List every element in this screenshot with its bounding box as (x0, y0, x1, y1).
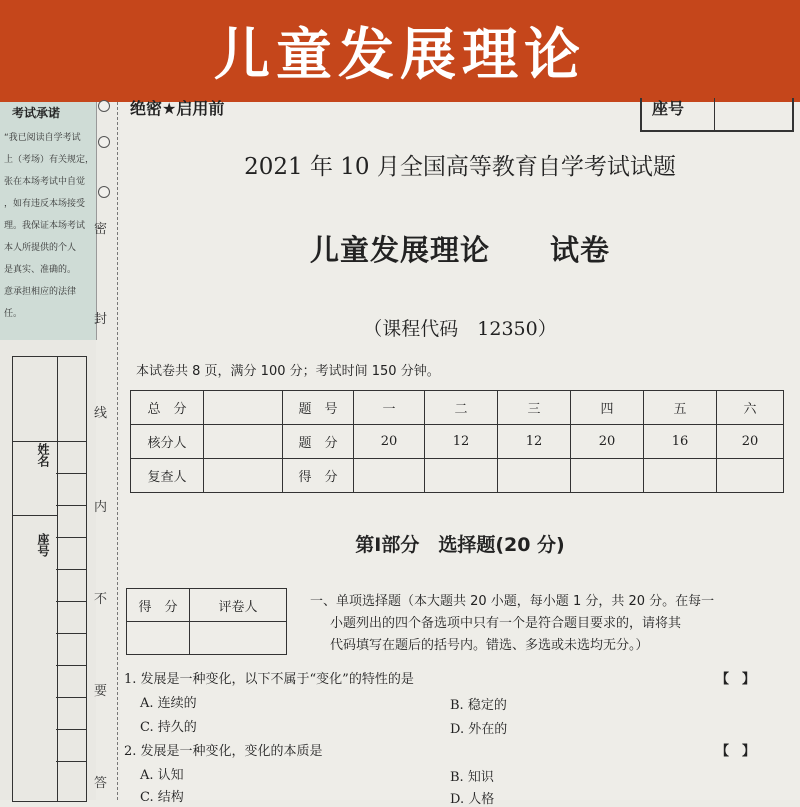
banner-title: 儿童发展理论 (214, 23, 586, 88)
exam-title: 2021 年 10 月全国高等教育自学考试试题 (244, 154, 676, 180)
score-cell (717, 459, 784, 493)
exam-paper (120, 99, 800, 807)
question-option: D. 外在的 (450, 722, 508, 737)
seat-box (640, 98, 794, 132)
section-number: 二 (425, 391, 498, 425)
question-stem: 1. 发展是一种变化，以下不属于“变化”的特性的是 (124, 672, 414, 687)
answer-bracket: 【 】 (716, 672, 756, 687)
instruction-line: 小题列出的四个备选项中只有一个是符合题目要求的，请将其 (330, 616, 682, 631)
col-label: 题 分 (283, 425, 354, 459)
grader-name-cell (190, 622, 287, 655)
section-number: 五 (644, 391, 717, 425)
section-points: 20 (571, 425, 644, 459)
question-option: D. 人格 (450, 792, 495, 807)
question-option: B. 稳定的 (450, 698, 507, 713)
binding-hole-icon (98, 136, 110, 148)
score-cell (644, 459, 717, 493)
seal-char: 内 (94, 500, 108, 515)
course-code: （课程代码 12350） (363, 318, 557, 340)
score-cell (204, 459, 283, 493)
cut-line (117, 102, 118, 800)
question-option: B. 知识 (450, 770, 494, 785)
section-number: 三 (498, 391, 571, 425)
promise-title: 考试承诺 (12, 106, 61, 120)
promise-line: ，如有违反本场接受 (4, 199, 86, 209)
seal-char: 要 (94, 684, 108, 699)
seal-char: 不 (94, 592, 108, 607)
left-strip (0, 102, 96, 800)
instruction-line: 一、单项选择题（本大题共 20 小题，每小题 1 分，共 20 分。在每一 (310, 594, 715, 609)
seal-char: 答 (94, 776, 108, 791)
section-number: 一 (354, 391, 425, 425)
candidate-info-column (12, 356, 58, 802)
question-option: C. 结构 (140, 790, 184, 805)
banner (0, 0, 800, 102)
question-option: A. 认知 (140, 768, 184, 783)
promise-line: 任。 (4, 309, 23, 319)
name-label: 姓名 (36, 443, 50, 467)
promise-line: “我已阅读自学考试 (4, 133, 81, 143)
col-label: 得 分 (283, 459, 354, 493)
col-label: 题 号 (283, 391, 354, 425)
promise-line: 理。我保证本场考试 (4, 221, 86, 231)
section-points: 16 (644, 425, 717, 459)
promise-line: 上（考场）有关规定， (4, 155, 95, 165)
score-cell (498, 459, 571, 493)
section-points: 20 (717, 425, 784, 459)
exam-promise-box (0, 102, 97, 340)
question-option: A. 连续的 (140, 696, 197, 711)
question-option: C. 持久的 (140, 720, 197, 735)
seal-char: 封 (94, 312, 108, 327)
row-label: 总 分 (131, 391, 204, 425)
score-cell (425, 459, 498, 493)
grader-score-cell (127, 622, 190, 655)
score-cell (204, 425, 283, 459)
score-cell (204, 391, 283, 425)
promise-line: 本人所提供的个人 (4, 243, 77, 253)
exam-notice: 本试卷共 8 页，满分 100 分；考试时间 150 分钟。 (136, 364, 440, 379)
seal-char: 线 (94, 406, 108, 421)
question-stem: 2. 发展是一种变化，变化的本质是 (124, 744, 323, 759)
promise-line: 是真实、准确的。 (4, 265, 77, 275)
seat-box-label: 座号 (652, 99, 685, 118)
seal-line (92, 102, 116, 800)
grader-table (126, 588, 287, 655)
score-cell (571, 459, 644, 493)
score-cell (354, 459, 425, 493)
paper-title: 儿童发展理论 试卷 (309, 233, 610, 267)
answer-bracket: 【 】 (716, 744, 756, 759)
row-label: 复查人 (131, 459, 204, 493)
secret-label: 绝密★启用前 (130, 99, 225, 118)
section-number: 六 (717, 391, 784, 425)
section-points: 12 (425, 425, 498, 459)
section-points: 20 (354, 425, 425, 459)
seat-number-label: 座号 (36, 533, 50, 557)
grader-label: 评卷人 (190, 589, 287, 622)
section-number: 四 (571, 391, 644, 425)
row-label: 核分人 (131, 425, 204, 459)
grader-score-label: 得 分 (127, 589, 190, 622)
promise-line: 张在本场考试中自觉 (4, 177, 86, 187)
binding-hole-icon (98, 186, 110, 198)
binding-hole-icon (98, 100, 110, 112)
section-title: 第Ⅰ部分 选择题(20 分) (355, 534, 565, 556)
section-points: 12 (498, 425, 571, 459)
seal-char: 密 (94, 222, 108, 237)
candidate-number-grid (56, 356, 87, 802)
promise-line: 意承担相应的法律 (4, 287, 77, 297)
score-table (130, 390, 784, 493)
instruction-line: 代码填写在题后的括号内。错选、多选或未选均无分。） (330, 638, 649, 653)
